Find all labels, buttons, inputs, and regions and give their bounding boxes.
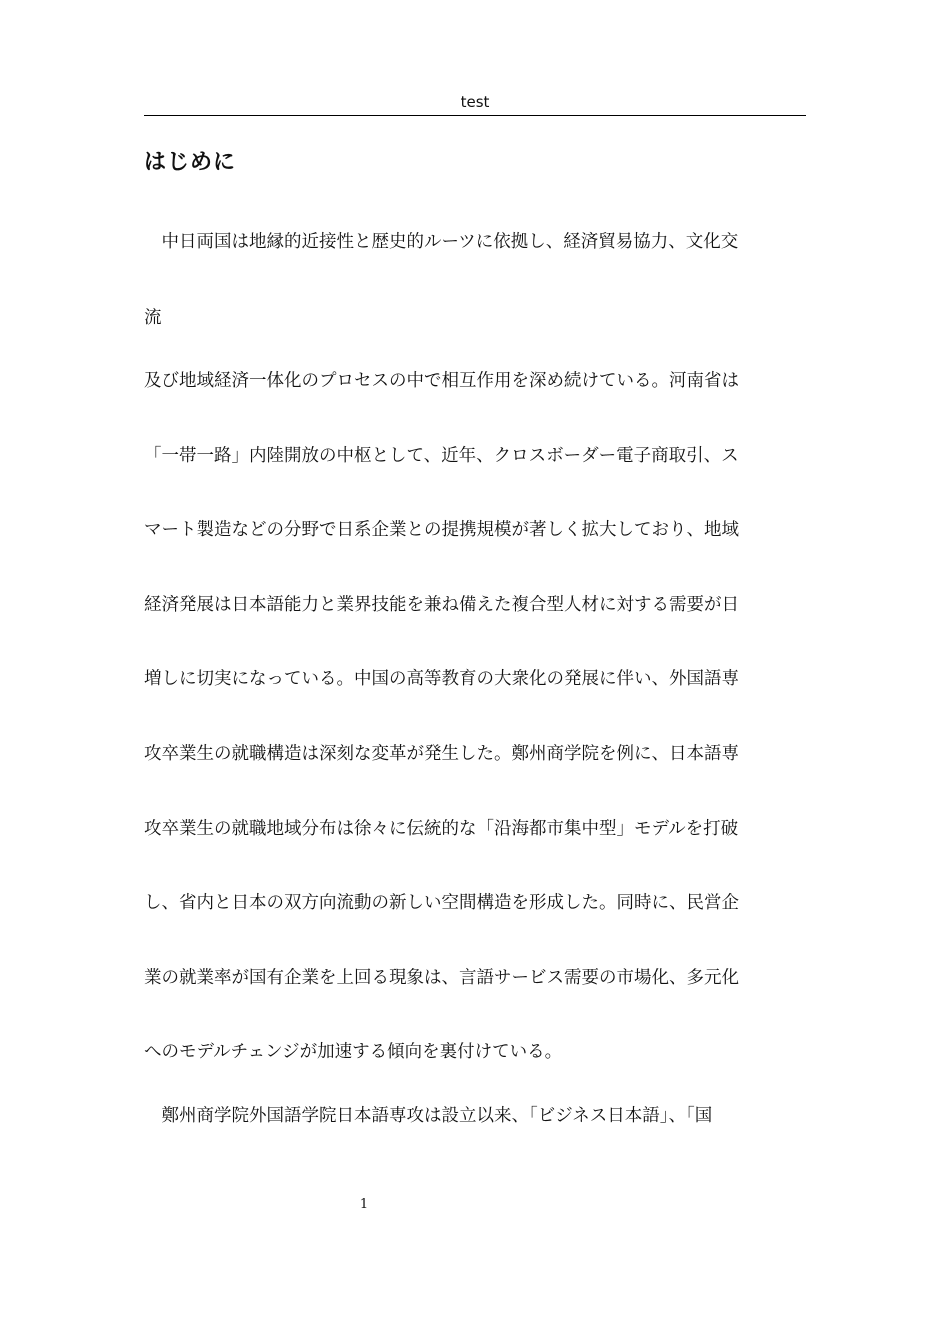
header-rule (144, 115, 806, 116)
body-line: 鄭州商学院外国語学院日本語専攻は設立以来、「ビジネス日本語」、「国 (144, 1106, 713, 1126)
body-line: 業の就業率が国有企業を上回る現象は、言語サービス需要の市場化、多元化 (144, 968, 739, 988)
body-line: 及び地域経済一体化のプロセスの中で相互作用を深め続けている。河南省は (144, 371, 739, 391)
body-line: 流 (144, 308, 162, 328)
page-number: 1 (359, 1197, 369, 1212)
body-line: 攻卒業生の就職構造は深刻な変革が発生した。鄭州商学院を例に、日本語専 (144, 744, 739, 764)
body-line: 中日両国は地縁的近接性と歴史的ルーツに依拠し、経済貿易協力、文化交 (144, 232, 739, 252)
body-line: 増しに切実になっている。中国の高等教育の大衆化の発展に伴い、外国語専 (144, 669, 739, 689)
body-line: 「一帯一路」内陸開放の中枢として、近年、クロスボーダー電子商取引、ス (144, 446, 739, 466)
section-heading: はじめに (144, 149, 237, 175)
body-line: へのモデルチェンジが加速する傾向を裏付けている。 (144, 1042, 563, 1062)
body-line: 経済発展は日本語能力と業界技能を兼ね備えた複合型人材に対する需要が日 (144, 595, 739, 615)
body-line: 攻卒業生の就職地域分布は徐々に伝統的な「沿海都市集中型」モデルを打破 (144, 819, 739, 839)
body-line: マート製造などの分野で日系企業との提携規模が著しく拡大しており、地域 (144, 520, 739, 540)
body-line: し、省内と日本の双方向流動の新しい空間構造を形成した。同時に、民営企 (144, 893, 739, 913)
page-header: test (460, 93, 490, 111)
